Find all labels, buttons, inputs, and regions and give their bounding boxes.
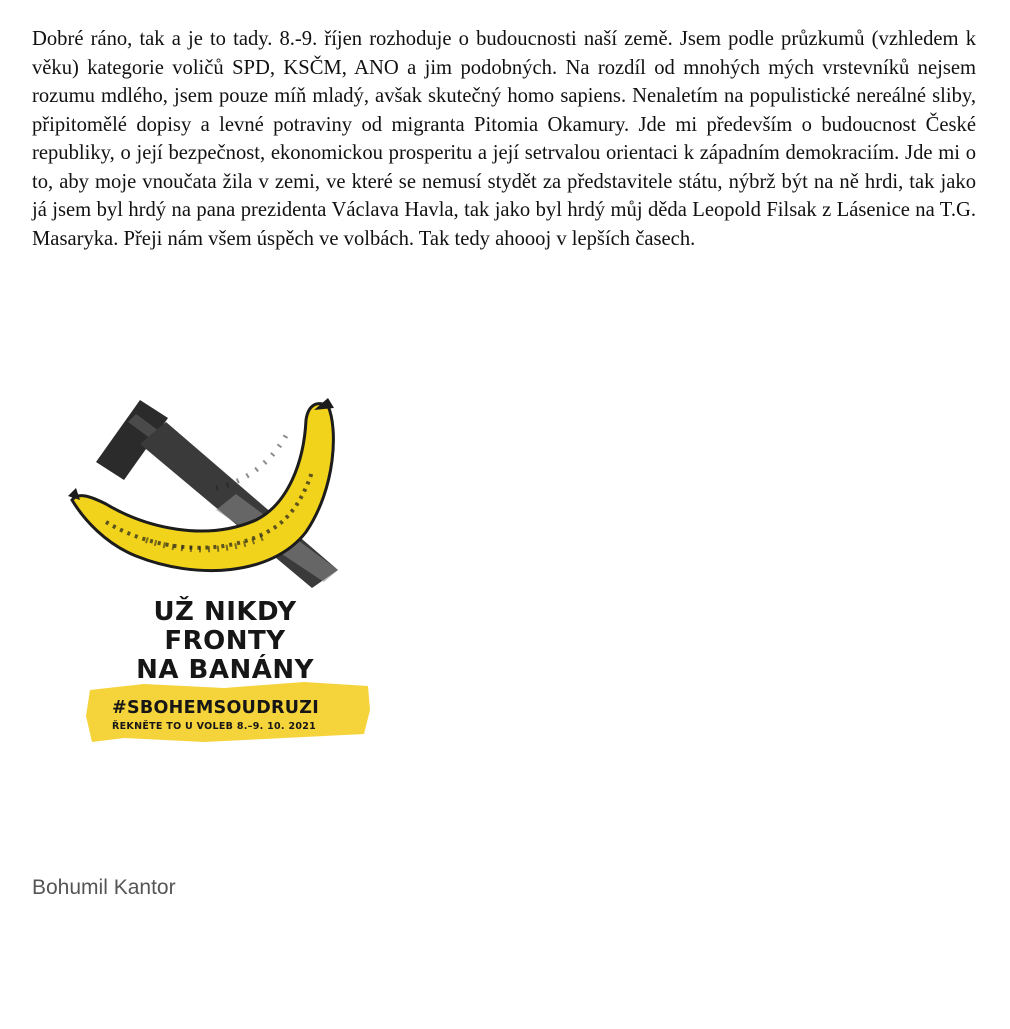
headline-line: UŽ NIKDY <box>153 597 297 627</box>
headline-line: NA BANÁNY <box>136 655 314 685</box>
hammer-banana-illustration <box>66 392 386 592</box>
poster-headline <box>110 598 340 685</box>
letter-body: Dobré ráno, tak a je to tady. 8.-9. říjen rozhoduje o budoucnosti naší země. Jsem podle průzkumů (vzhledem k věku) kategorie voličů SPD, KSČM, ANO a jim podobných. Na rozdíl od mnohých mých vrstevníků nejsem rozumu mdlého, jsem pouze míň mladý, avšak skutečný homo sapiens. Nenaletím na populistické nereálné sliby, připitomělé dopisy a levné potraviny od migranta Pitomia Okamury. Jde mi především o budoucnost České republiky, o její bezpečnost, ekonomickou prosperitu a její setrvalou orientaci k západním demokraciím. Jde mi o to, aby moje vnoučata žila v zemi, ve které se nemusí stydět za představitele státu, nýbrž být na ně hrdi, tak jako já jsem byl hrdý na pana prezidenta Václava Havla, tak jako byl hrdý můj děda Leopold Filsak z Lásenice na T.G. Masaryka. Přeji nám všem úspěch ve volbách. Tak tedy ahoooj v lepších časech. <box>32 28 976 250</box>
campaign-poster <box>66 392 386 762</box>
author-signature: Bohumil Kantor <box>32 876 176 899</box>
headline-line: FRONTY <box>164 626 286 656</box>
poster-hashtag: #SBOHEMSOUDRUZI <box>112 698 320 718</box>
poster-tagline: ŘEKNĚTE TO U VOLEB 8.–9. 10. 2021 <box>112 721 317 732</box>
